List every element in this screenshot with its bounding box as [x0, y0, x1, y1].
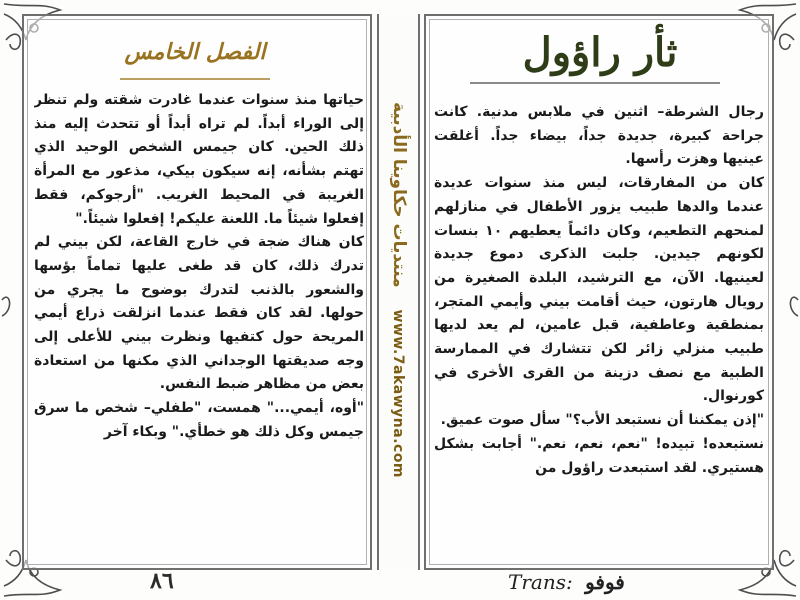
book-title: ثأر راؤول [522, 28, 678, 76]
spine-label [389, 102, 409, 478]
translator-name: فوفو [585, 570, 625, 594]
translator-credit [508, 570, 638, 594]
chapter-underline [120, 78, 270, 80]
right-page-text: رجال الشرطة– اثنين في ملابس مدنية. كانت جراحة كبيرة، جديدة جداً، بيضاء جداً. أغلقت عينيها وهزت رأسها. كان من المفارقات، ليس منذ سنوات عديدة عندما والدها طبيب يزور الأطفال في منازلهم لمنحهم التطعيم، وكان دائماً يعطيهم ١٠ بنسات لكونهم جيدين. جلبت الذكرى دموع جديدة لعينيها. الآن، مع الترشيد، البلدة الصغيرة من رويال هارتون، حيث أقامت بيني وأيمي المتجر، بمنطقية وعاطفية، قبل عامين، لم يعد لديها طبيب منزلي زائر لكن تتشارك في الممارسة الطبية مع نصف دزينة من القرى الأخرى في كورنوال. "إذن يمكننا أن نستبعد الأب؟" سأل صوت عميق. نستبعده! تبيده! "نعم، نعم، نعم." أجابت بشكل هستيري. لقد استبعدت راؤول من [434, 104, 764, 476]
translator-label: Trans: [508, 570, 573, 594]
title-underline [470, 82, 720, 84]
page-number: ٨٦ [150, 568, 174, 594]
website-url: www.7akawyna.com [390, 309, 406, 479]
chapter-title: الفصل الخامس [124, 39, 266, 65]
forum-name: منتديات حكاوينا الأدبية [389, 101, 409, 288]
left-page-text: حياتها منذ سنوات عندما غادرت شقته ولم تنظر إلى الوراء أبداً. لم تراه أبداً أو تتحدث إليه منذ ذلك الحين. كان جيمس الشخص الوحيد الذي تهتم بشأنه، إنه سيكون بيكي، مذعور مع المرأة الغريبة في المحيط الغريب. "أرجوكم، فقط إفعلوا شيئاً ما. اللعنة عليكم! إفعلوا شيئاً." كان هناك ضجة في خارج القاعة، لكن بيني لم تدرك ذلك، كان قد طغى عليها تماماً بؤسها والشعور بالذنب لتدرك بوضوح ما يجري من حولها. لقد كان فقط عندما انزلقت ذراع أيمي المريحة حول كتفيها ونظرت بيني للأعلى إلى وجه صديقتها الوجداني الذي مكنها من استعادة بعض من مظاهر ضبط النفس. "أوه، أيمي..." همست، "طفلي– شخص ما سرق جيمس وكل ذلك هو خطأي." وبكاء آخر [34, 92, 364, 440]
